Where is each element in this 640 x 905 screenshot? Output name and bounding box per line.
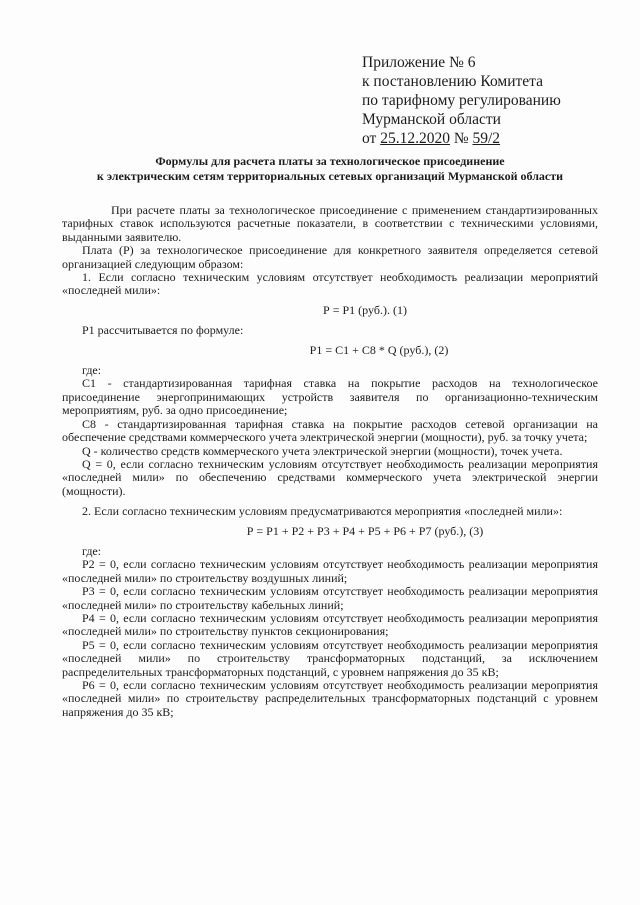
appendix-date-line — [362, 129, 561, 148]
p2-condition: Р2 = 0, если согласно техническим условиям отсутствует необходимость реализации мероприятия «последней мили» по строительству воздушных линий; — [62, 557, 598, 585]
q-zero-condition: Q = 0, если согласно техническим условиям отсутствует необходимость реализации мероприятия «последней мили» по обеспечению средствами коммерческого учета электрической энергии (мощности). — [62, 456, 598, 498]
where-label-2: где: — [82, 543, 102, 558]
decree-number: 59/2 — [472, 130, 501, 147]
number-prefix: № — [449, 130, 473, 147]
decree-date: 25.12.2020 — [380, 130, 450, 147]
appendix-committee-line: по тарифному регулированию — [362, 92, 561, 109]
title-line-1: Формулы для расчета платы за технологическое присоединение — [155, 154, 505, 168]
appendix-header — [362, 53, 561, 148]
formula-2: Р1 = С1 + С8 * Q (руб.), (2) — [309, 342, 449, 357]
where-label-1: где: — [82, 363, 102, 378]
q-definition: Q - количество средств коммерческого учета электрической энергии (мощности), точек учета. — [82, 443, 563, 458]
intro-paragraph: При расчете платы за технологическое присоединение с применением стандартизированных тарифных ставок используются расчетные показатели, в соответствии с техническими условиями, выданными заявителю. — [62, 203, 598, 244]
appendix-number: Приложение № 6 — [362, 54, 476, 71]
p3-condition: Р3 = 0, если согласно техническим условиям отсутствует необходимость реализации мероприятия «последней мили» по строительству кабельных линий; — [62, 584, 598, 612]
p6-condition: Р6 = 0, если согласно техническим условиям отсутствует необходимость реализации мероприятия «последней мили» по строительству распределительных трансформаторных подстанций с уровнем напряжения до 35 кВ; — [62, 678, 598, 719]
case-1-paragraph: 1. Если согласно техническим условиям отсутствует необходимость реализации мероприятий «последней мили»: — [62, 270, 598, 298]
document-body — [62, 204, 598, 719]
p1-calc-paragraph: Р1 рассчитывается по формуле: — [82, 323, 244, 338]
title-line-2: к электрическим сетям территориальных сетевых организаций Мурманской области — [96, 169, 564, 183]
date-prefix: от — [362, 130, 381, 147]
formula-3: Р = Р1 + Р2 + Р3 + Р4 + Р5 + Р6 + Р7 (руб.), (3) — [246, 523, 484, 538]
p4-condition: Р4 = 0, если согласно техническим условиям отсутствует необходимость реализации мероприятия «последней мили» по строительству пунктов секционирования; — [62, 610, 598, 639]
payment-paragraph: Плата (Р) за технологическое присоединение для конкретного заявителя определяется сетевой организацией следующим образом: — [62, 243, 598, 271]
appendix-ref-line: к постановлению Комитета — [362, 73, 543, 90]
p5-condition: Р5 = 0, если согласно техническим условиям отсутствует необходимость реализации мероприятия «последней мили» по строительству трансформаторных подстанций, за исключением распределительных трансформаторных подстанций, с уровнем напряжения до 35 кВ; — [62, 637, 598, 679]
appendix-region-line: Мурманской области — [362, 111, 501, 128]
formula-1: Р = Р1 (руб.). (1) — [323, 302, 407, 317]
c1-definition: С1 - стандартизированная тарифная ставка на покрытие расходов на технологическое присоединение энергопринимающих устройств заявителя по организационно-техническим мероприятиям, руб. за одно присоединение; — [62, 376, 598, 418]
case-2-paragraph: 2. Если согласно техническим условиям предусматриваются мероприятия «последней мили»: — [82, 504, 563, 519]
c8-definition: С8 - стандартизированная тарифная ставка на покрытие расходов сетевой организации на обеспечение средствами коммерческого учета электрической энергии (мощности), руб. за точку учета; — [62, 416, 598, 445]
document-title — [60, 154, 600, 184]
